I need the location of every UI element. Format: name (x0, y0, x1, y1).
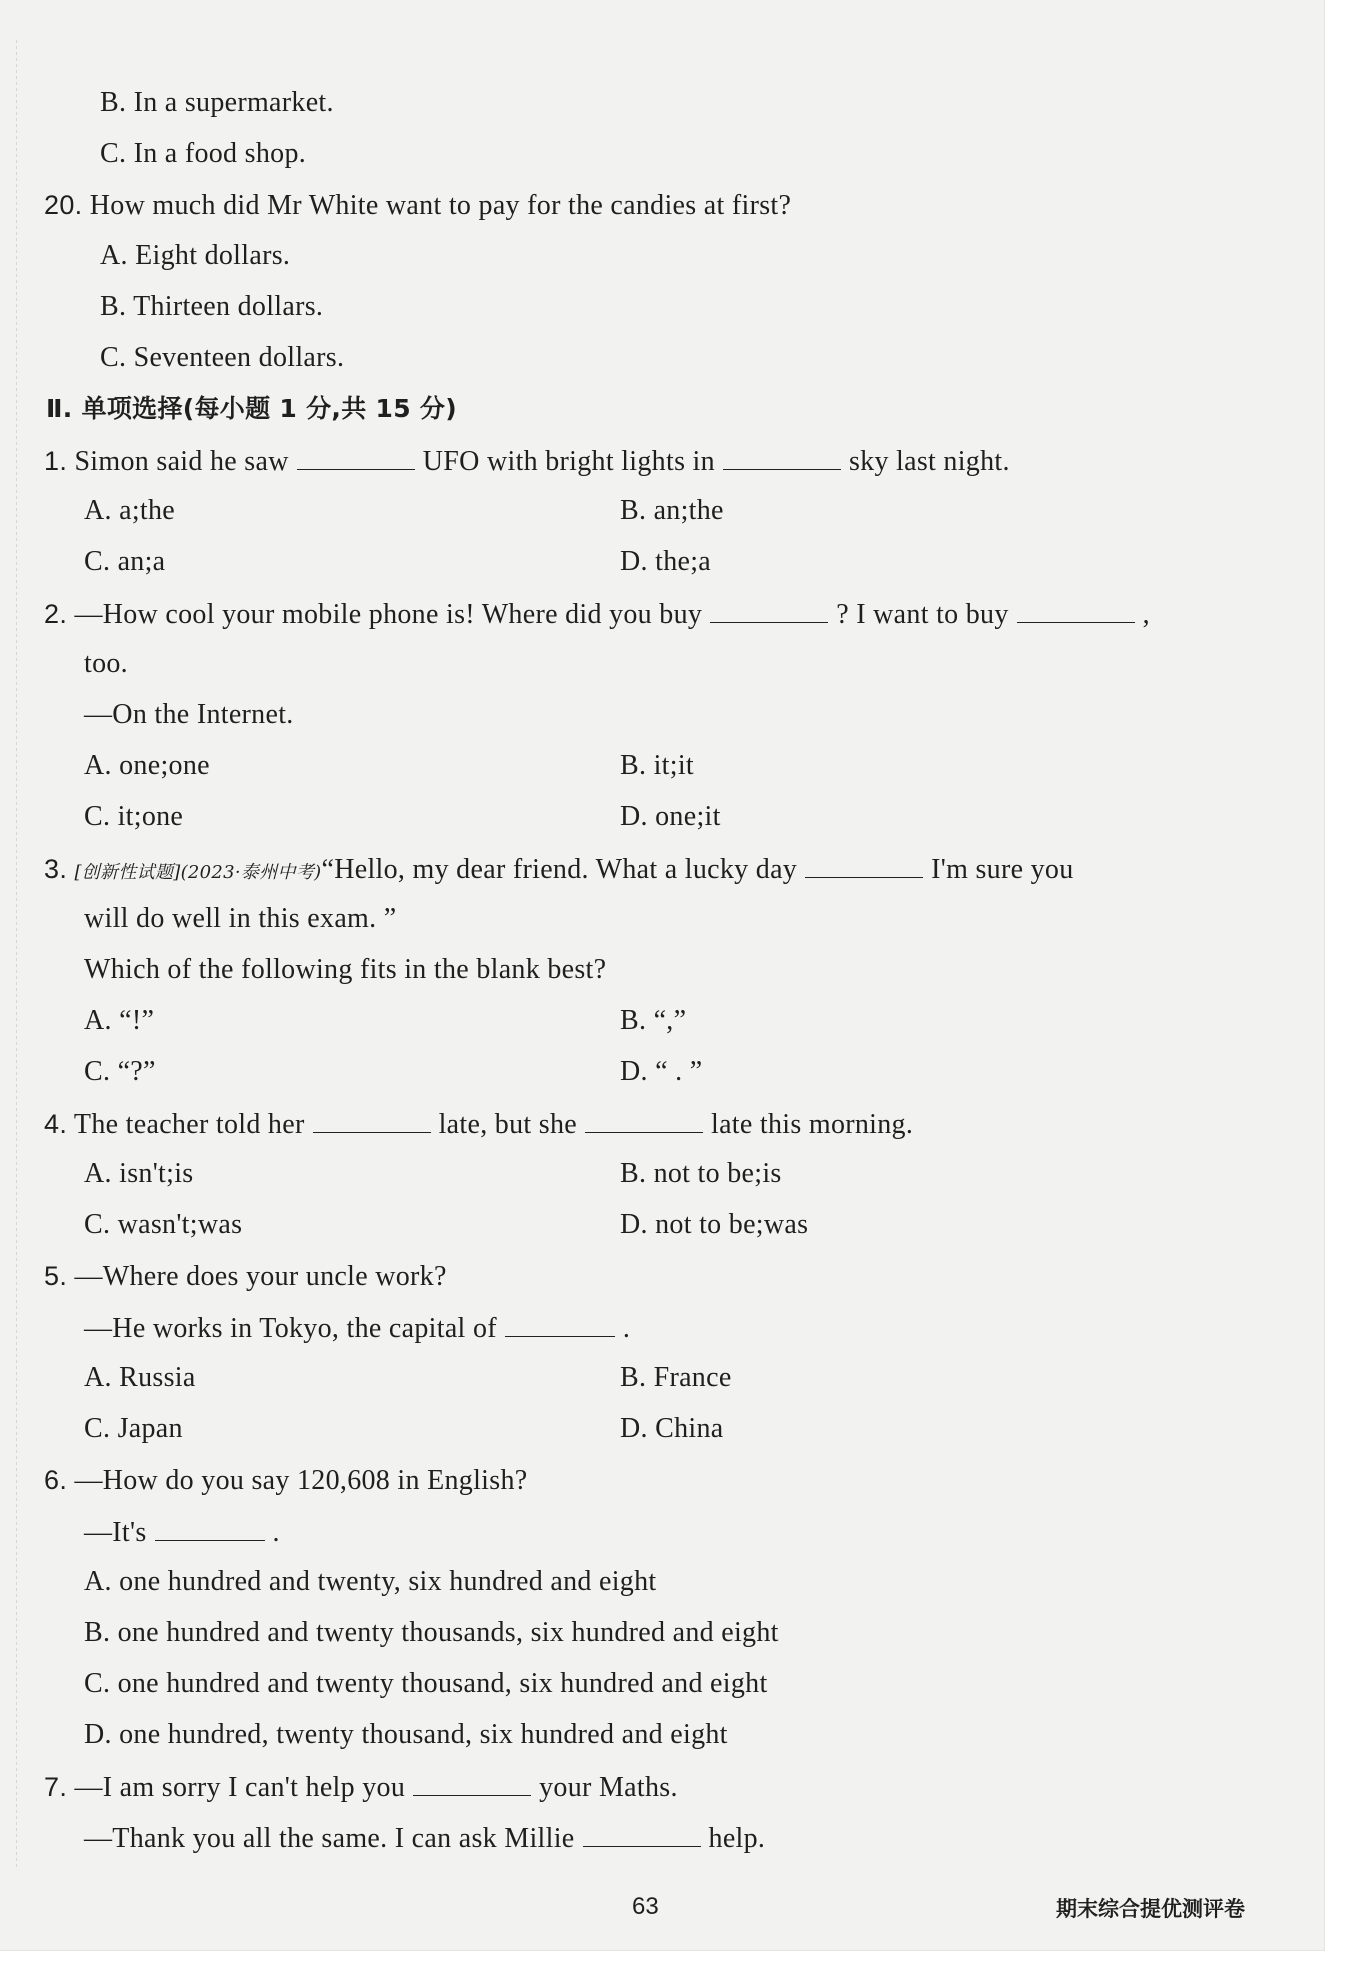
option-a: A. a;the (84, 495, 176, 526)
option-b: B. Thirteen dollars. (100, 291, 324, 322)
option-d: D. China (620, 1413, 724, 1444)
question-number: 5. (44, 1261, 68, 1291)
option-d: D. one hundred, twenty thousand, six hundred and eight (84, 1719, 728, 1750)
question-number: 4. (44, 1109, 68, 1139)
question-text-continued: will do well in this exam. ” (84, 903, 397, 934)
answer-blank (723, 443, 841, 470)
answer-blank (155, 1514, 265, 1541)
answer-blank (585, 1106, 703, 1133)
option-c: C. “?” (84, 1056, 156, 1087)
option-d: D. “ . ” (620, 1056, 703, 1087)
option-b: B. one hundred and twenty thousands, six hundred and eight (84, 1617, 779, 1648)
footer-title: 期末综合提优测评卷 (1056, 1897, 1245, 1921)
question-number: 20. (44, 190, 83, 220)
page-number: 63 (632, 1893, 659, 1920)
answer-blank (413, 1769, 531, 1796)
section-heading: Ⅱ. 单项选择(每小题 1 分,共 15 分) (46, 394, 457, 423)
question-number: 7. (44, 1772, 68, 1802)
option-c: C. Japan (84, 1413, 183, 1444)
question-prompt: Which of the following fits in the blank best? (84, 954, 607, 985)
question-20 (44, 188, 791, 223)
question-6 (44, 1463, 527, 1498)
option-a: A. isn't;is (84, 1158, 194, 1189)
option-a: A. one;one (84, 750, 210, 781)
question-1 (44, 443, 1010, 479)
question-text: late, but she (438, 1109, 577, 1140)
question-text: sky last night. (848, 446, 1010, 477)
answer-line (84, 1310, 630, 1346)
option-a: A. one hundred and twenty, six hundred and eight (84, 1566, 657, 1597)
option-a: A. Russia (84, 1362, 196, 1393)
question-number: 2. (44, 599, 68, 629)
question-text: UFO with bright lights in (422, 446, 715, 477)
question-text: The teacher told her (73, 1109, 305, 1140)
answer-blank (297, 443, 415, 470)
question-number: 3. (44, 854, 68, 884)
question-7 (44, 1769, 678, 1805)
question-text: —How cool your mobile phone is! Where did you buy (74, 599, 703, 630)
prev-option-c: C. In a food shop. (100, 138, 307, 169)
answer-blank (1017, 596, 1135, 623)
answer-blank (710, 596, 828, 623)
option-d: D. the;a (620, 546, 712, 577)
answer-text: —He works in Tokyo, the capital of (84, 1313, 497, 1344)
option-b: B. not to be;is (620, 1158, 782, 1189)
question-source-tag: [创新性试题](2023·泰州中考) (74, 862, 322, 883)
binding-margin-line (16, 40, 17, 1870)
question-text: —I am sorry I can't help you (74, 1772, 406, 1803)
answer-blank (505, 1310, 615, 1337)
question-text: —Where does your uncle work? (74, 1261, 447, 1292)
answer-line (84, 1514, 280, 1550)
question-3 (44, 851, 1074, 890)
answer-line: —On the Internet. (84, 699, 294, 730)
option-a: A. “!” (84, 1005, 155, 1036)
answer-blank (313, 1106, 431, 1133)
question-text-continued: too. (84, 648, 128, 679)
option-b: B. France (620, 1362, 732, 1393)
option-d: D. one;it (620, 801, 721, 832)
answer-line (84, 1820, 765, 1856)
question-text: your Maths. (539, 1772, 678, 1803)
prev-option-b: B. In a supermarket. (100, 87, 334, 118)
question-text: —How do you say 120,608 in English? (74, 1465, 528, 1496)
answer-text: —Thank you all the same. I can ask Millie (84, 1823, 575, 1854)
question-4 (44, 1106, 913, 1142)
question-text: Simon said he saw (74, 446, 289, 477)
answer-text: . (272, 1517, 280, 1548)
question-text: How much did Mr White want to pay for the candies at first? (89, 190, 792, 221)
option-b: B. “,” (620, 1005, 687, 1036)
question-text: ? I want to buy (836, 599, 1009, 630)
question-5 (44, 1259, 447, 1294)
question-text: , (1142, 599, 1150, 630)
option-c: C. an;a (84, 546, 166, 577)
question-number: 6. (44, 1465, 68, 1495)
option-a: A. Eight dollars. (100, 240, 291, 271)
question-number: 1. (44, 446, 68, 476)
question-text: “Hello, my dear friend. What a lucky day (321, 854, 798, 885)
option-b: B. an;the (620, 495, 724, 526)
option-c: C. one hundred and twenty thousand, six hundred and eight (84, 1668, 768, 1699)
question-text: late this morning. (711, 1109, 914, 1140)
question-2 (44, 596, 1150, 632)
option-c: C. Seventeen dollars. (100, 342, 345, 373)
option-b: B. it;it (620, 750, 694, 781)
answer-text: —It's (84, 1517, 147, 1548)
answer-text: help. (708, 1823, 766, 1854)
answer-blank (583, 1820, 701, 1847)
question-text: I'm sure you (931, 854, 1074, 885)
option-c: C. wasn't;was (84, 1209, 243, 1240)
option-c: C. it;one (84, 801, 184, 832)
option-d: D. not to be;was (620, 1209, 809, 1240)
answer-text: . (622, 1313, 631, 1344)
answer-blank (805, 851, 923, 878)
